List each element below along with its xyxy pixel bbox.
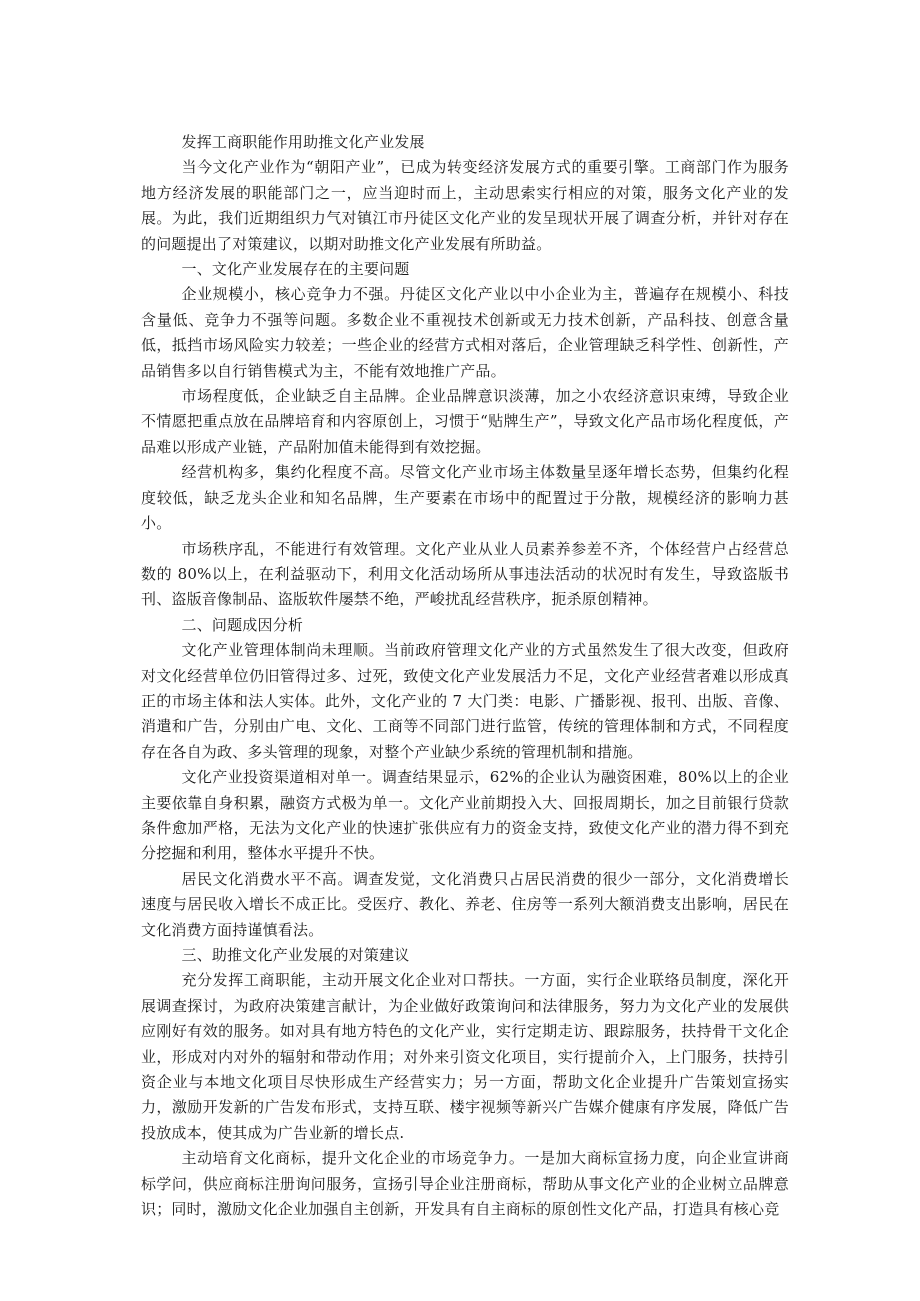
section-heading-3: 三、助推文化产业发展的对策建议 — [181, 946, 410, 964]
paragraph: 市场程度低，企业缺乏自主品牌。企业品牌意识淡薄，加之小农经济意识束缚，导致企业不情愿把重点放在品牌培育和内容原创上，习惯于“贴牌生产”，导致文化产品市场化程度低，产品难以形成产业链，产品附加值未能得到有效挖掘。 — [141, 387, 789, 456]
paragraph: 居民文化消费水平不高。调查发觉，文化消费只占居民消费的很少一部分，文化消费增长速度与居民收入增长不成正比。受医疗、教化、养老、住房等一系列大额消费支出影响，居民在文化消费方面持谨慎看法。 — [141, 869, 789, 939]
section-heading-2: 二、问题成因分析 — [181, 615, 304, 634]
paragraph: 经营机构多，集约化程度不高。尽管文化产业市场主体数量呈逐年增长态势，但集约化程度较低，缺乏龙头企业和知名品牌，生产要素在市场中的配置过于分散，规模经济的影响力甚小。 — [141, 463, 789, 533]
document-title: 发挥工商职能作用助推文化产业发展 — [181, 133, 425, 151]
paragraph: 企业规模小，核心竞争力不强。丹徒区文化产业以中小企业为主，普遍存在规模小、科技含量低、竞争力不强等问题。多数企业不重视技术创新或无力技术创新，产品科技、创意含量低，抵挡市场风险实力较差；一些企业的经营方式相对落后，企业管理缺乏科学性、创新性，产品销售多以自行销售模式为主，不能有效地推广产品。 — [141, 285, 789, 380]
paragraph: 主动培育文化商标，提升文化企业的市场竞争力。一是加大商标宣扬力度，向企业宣讲商标学问，供应商标注册询问服务，宣扬引导企业注册商标，帮助从事文化产业的企业树立品牌意识；同时，激励文化企业加强自主创新，开发具有自主商标的原创性文化产品，打造具有核心竞 — [141, 1149, 789, 1219]
document-page — [141, 130, 789, 1222]
paragraph: 市场秩序乱，不能进行有效管理。文化产业从业人员素养参差不齐，个体经营户占经营总数的 80%以上，在利益驱动下，利用文化活动场所从事违法活动的状况时有发生，导致盗版书刊、盗版音像制品、盗版软件屡禁不绝，严峻扰乱经营秩序，扼杀原创精神。 — [141, 539, 789, 609]
paragraph: 文化产业管理体制尚未理顺。当前政府管理文化产业的方式虽然发生了很大改变，但政府对文化经营单位仍旧管得过多、过死，致使文化产业发展活力不足，文化产业经营者难以形成真正的市场主体和法人实体。此外，文化产业的 7 大门类：电影、广播影视、报刊、出版、音像、消遣和广告，分别由广电、文化、工商等不同部门进行监管，传统的管理体制和方式，不同程度存在各自为政、多头管理的现象，对整个产业缺少系统的管理机制和措施。 — [141, 641, 789, 761]
paragraph: 文化产业投资渠道相对单一。调查结果显示，62%的企业认为融资困难，80%以上的企业主要依靠自身积累，融资方式极为单一。文化产业前期投入大、回报周期长，加之目前银行贷款条件愈加严格，无法为文化产业的快速扩张供应有力的资金支持，致使文化产业的潜力得不到充分挖掘和利用，整体水平提升不快。 — [141, 768, 789, 863]
paragraph: 充分发挥工商职能，主动开展文化企业对口帮扶。一方面，实行企业联络员制度，深化开展调查探讨，为政府决策建言献计，为企业做好政策询问和法律服务，努力为文化产业的发展供应刚好有效的服务。如对具有地方特色的文化产业，实行定期走访、跟踪服务，扶持骨干文化企业，形成对内对外的辐射和带动作用；对外来引资文化项目，实行提前介入，上门服务，扶持引资企业与本地文化项目尽快形成生产经营实力；另一方面，帮助文化企业提升广告策划宣扬实力，激励开发新的广告发布形式，支持互联、楼宇视频等新兴广告媒介健康有序发展，降低广告投放成本，使其成为广告业新的增长点. — [141, 971, 789, 1142]
section-heading-1: 一、文化产业发展存在的主要问题 — [181, 260, 410, 279]
intro-paragraph: 当今文化产业作为“朝阳产业”，已成为转变经济发展方式的重要引擎。工商部门作为服务地方经济发展的职能部门之一，应当迎时而上，主动思索实行相应的对策，服务文化产业的发展。为此，我们近期组织力气对镇江市丹徒区文化产业的发呈现状开展了调查分析，并针对存在的问题提出了对策建议，以期对助推文化产业发展有所助益。 — [141, 158, 789, 253]
